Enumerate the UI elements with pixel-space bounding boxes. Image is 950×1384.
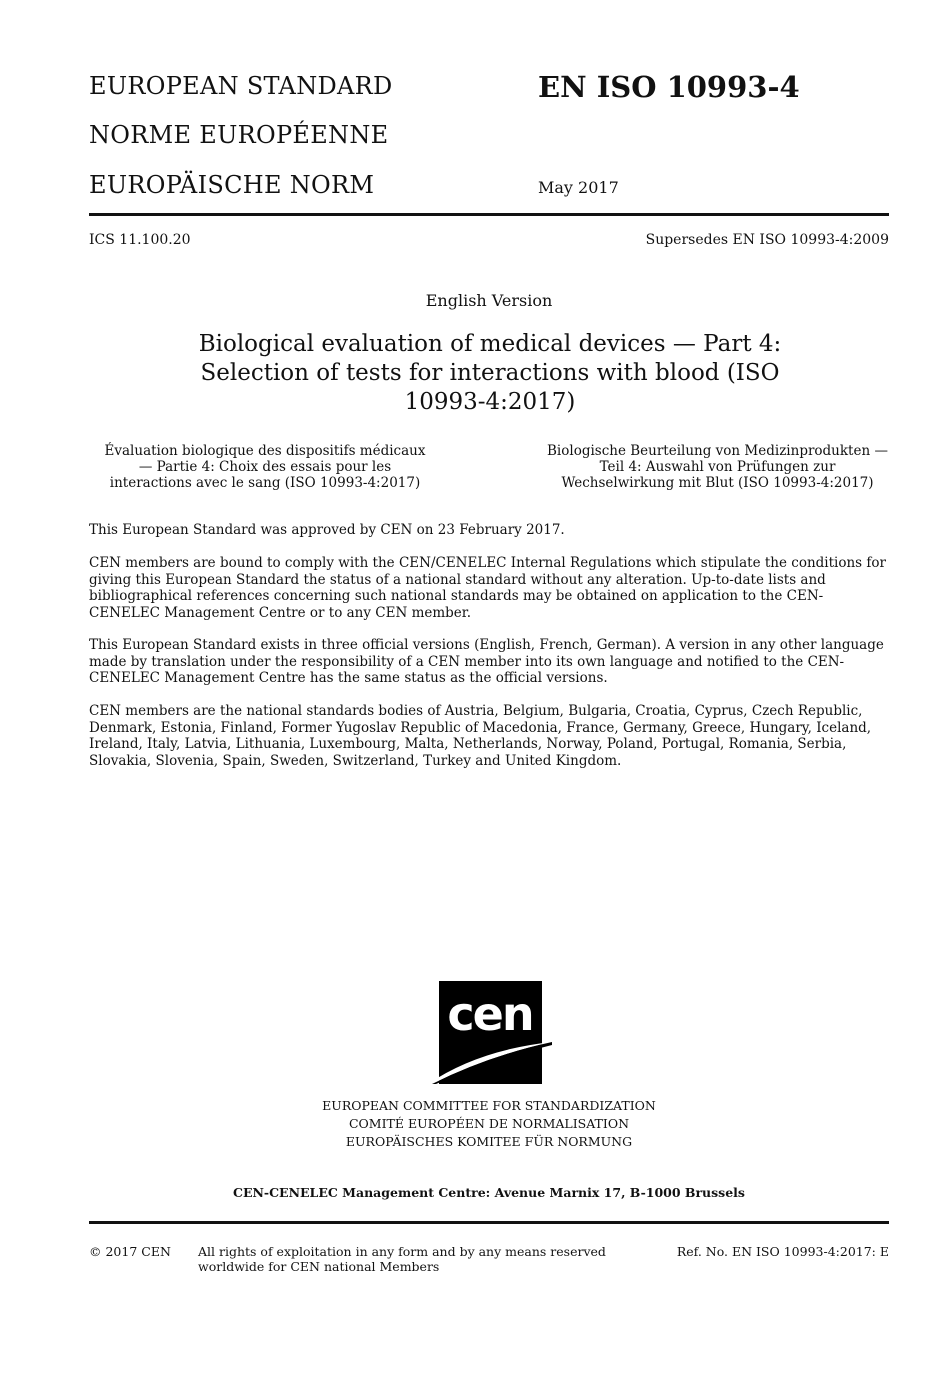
title-german: Biologische Beurteilung von Medizinprodukten — Teil 4: Auswahl von Prüfungen zur Wechselwirkung mit Blut (ISO 10993-4:2017) (547, 443, 888, 491)
rights-notice-line-1: All rights of exploitation in any form and by any means reserved (198, 1244, 606, 1259)
members-list-paragraph: CEN members are the national standards bodies of Austria, Belgium, Bulgaria, Croatia, Cyprus, Czech Republic, Denmark, Estonia, Finland, Former Yugoslav Republic of Macedonia, France, Germany, Greece, Hungary, Iceland, Ireland, Italy, Latvia, Lithuania, Luxembourg, Malta, Netherlands, Norway, Poland, Portugal, Romania, Serbia, Slovakia, Slovenia, Spain, Sweden, Switzerland, Turkey and United Kingdom. (89, 703, 872, 769)
cen-logo (428, 980, 552, 1086)
document-title: Biological evaluation of medical devices — Part 4: Selection of tests for interactions with blood (ISO 10993-4:2017) (198, 331, 782, 415)
designation-german: EUROPÄISCHE NORM (89, 171, 375, 199)
committee-name-german: EUROPÄISCHES KOMITEE FÜR NORMUNG (345, 1134, 633, 1149)
official-versions-paragraph: This European Standard exists in three official versions (English, French, German). A version in any other language made by translation under the responsibility of a CEN member into its own language and notified to the CEN-CENELEC Management Centre has the same status as the official versions. (89, 637, 884, 686)
footer-divider (89, 1221, 889, 1224)
copyright: © 2017 CEN (89, 1244, 171, 1259)
designation-english: EUROPEAN STANDARD (89, 72, 393, 100)
title-french: Évaluation biologique des dispositifs médicaux — Partie 4: Choix des essais pour les interactions avec le sang (ISO 10993-4:2017) (104, 443, 426, 491)
cen-logo-text: cen (447, 987, 533, 1041)
committee-name-french: COMITÉ EUROPÉEN DE NORMALISATION (348, 1116, 630, 1131)
approval-paragraph: This European Standard was approved by CEN on 23 February 2017. (89, 522, 565, 538)
members-bound-paragraph: CEN members are bound to comply with the CEN/CENELEC Internal Regulations which stipulate the conditions for giving this European Standard the status of a national standard without any alteration. Up-to-date lists and bibliographical references concerning such national standards may be obtained on application to the CEN-CENELEC Management Centre or to any CEN member. (89, 555, 886, 621)
standard-number: EN ISO 10993-4 (538, 70, 800, 104)
committee-name-english: EUROPEAN COMMITTEE FOR STANDARDIZATION (322, 1098, 656, 1113)
reference-number: Ref. No. EN ISO 10993-4:2017: E (676, 1244, 889, 1259)
management-centre-address: CEN-CENELEC Management Centre: Avenue Marnix 17, B-1000 Brussels (233, 1185, 745, 1200)
publication-date: May 2017 (538, 178, 619, 197)
ics-code: ICS 11.100.20 (89, 232, 191, 248)
rights-notice (198, 1244, 606, 1274)
designation-french: NORME EUROPÉENNE (89, 121, 389, 149)
supersedes-note: Supersedes EN ISO 10993-4:2009 (645, 232, 889, 248)
header-divider (89, 213, 889, 216)
rights-notice-line-2: worldwide for CEN national Members (198, 1259, 440, 1274)
version-label: English Version (425, 291, 553, 310)
